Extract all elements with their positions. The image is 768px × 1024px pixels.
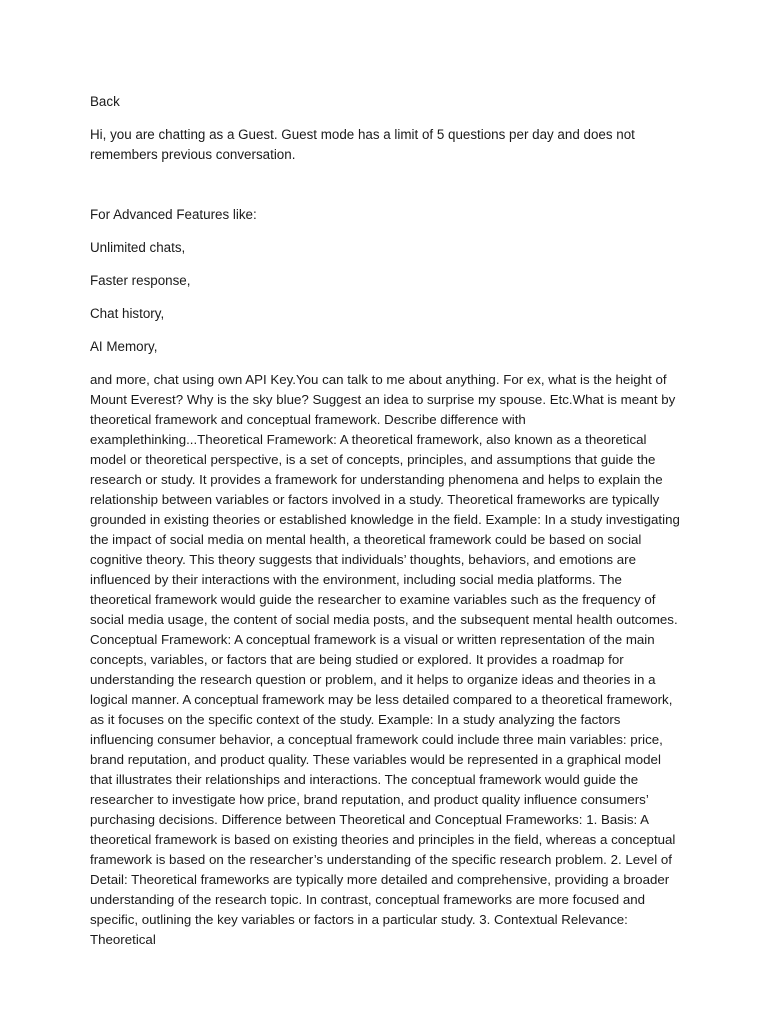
back-link[interactable]: Back	[90, 94, 120, 109]
body-text: and more, chat using own API Key.You can talk to me about anything. For ex, what is the height of Mount Everest? Why is the sky blue? Suggest an idea to surprise my spouse. Etc.What is meant by theoretical framework and conceptual framework. Describe difference with examplethinking...Theoretical Framework: A theoretical framework, also known as a theoretical model or theoretical perspective, is a set of concepts, principles, and assumptions that guide the research or study. It provides a framework for understanding phenomena and helps to explain the relationship between variables or factors involved in a study. Theoretical frameworks are typically grounded in existing theories or established knowledge in the field. Example: In a study investigating the impact of social media on mental health, a theoretical framework could be based on social cognitive theory. This theory suggests that individuals’ thoughts, behaviors, and emotions are influenced by their interactions with the environment, including social media platforms. The theoretical framework would guide the researcher to examine variables such as the frequency of social media usage, the content of social media posts, and the subsequent mental health outcomes. Conceptual Framework: A conceptual framework is a visual or written representation of the main concepts, variables, or factors that are being studied or explored. It provides a roadmap for understanding the research question or problem, and it helps to organize ideas and theories in a logical manner. A conceptual framework may be less detailed compared to a theoretical framework, as it focuses on the specific context of the study. Example: In a study analyzing the factors influencing consumer behavior, a conceptual framework could include three main variables: price, brand reputation, and product quality. These variables would be represented in a graphical model that illustrates their relationships and interactions. The conceptual framework would guide the researcher to investigate how price, brand reputation, and product quality influence consumers’ purchasing decisions. Difference between Theoretical and Conceptual Frameworks: 1. Basis: A theoretical framework is based on existing theories and principles in the field, whereas a conceptual framework is based on the researcher’s understanding of the specific research problem. 2. Level of Detail: Theoretical frameworks are typically more detailed and comprehensive, providing a broader understanding of the research topic. In contrast, conceptual frameworks are more focused and specific, outlining the key variables or factors in a particular study. 3. Contextual Relevance: Theoretical	[90, 372, 680, 947]
features-heading: For Advanced Features like:	[90, 207, 257, 222]
feature-item-unlimited-chats: Unlimited chats,	[90, 240, 186, 255]
feature-item-chat-history: Chat history,	[90, 306, 165, 321]
feature-item-faster-response: Faster response,	[90, 273, 191, 288]
document-page	[90, 92, 682, 950]
guest-notice: Hi, you are chatting as a Guest. Guest mode has a limit of 5 questions per day and does not remembers previous conversation.	[90, 127, 635, 162]
feature-item-ai-memory: AI Memory,	[90, 339, 158, 354]
